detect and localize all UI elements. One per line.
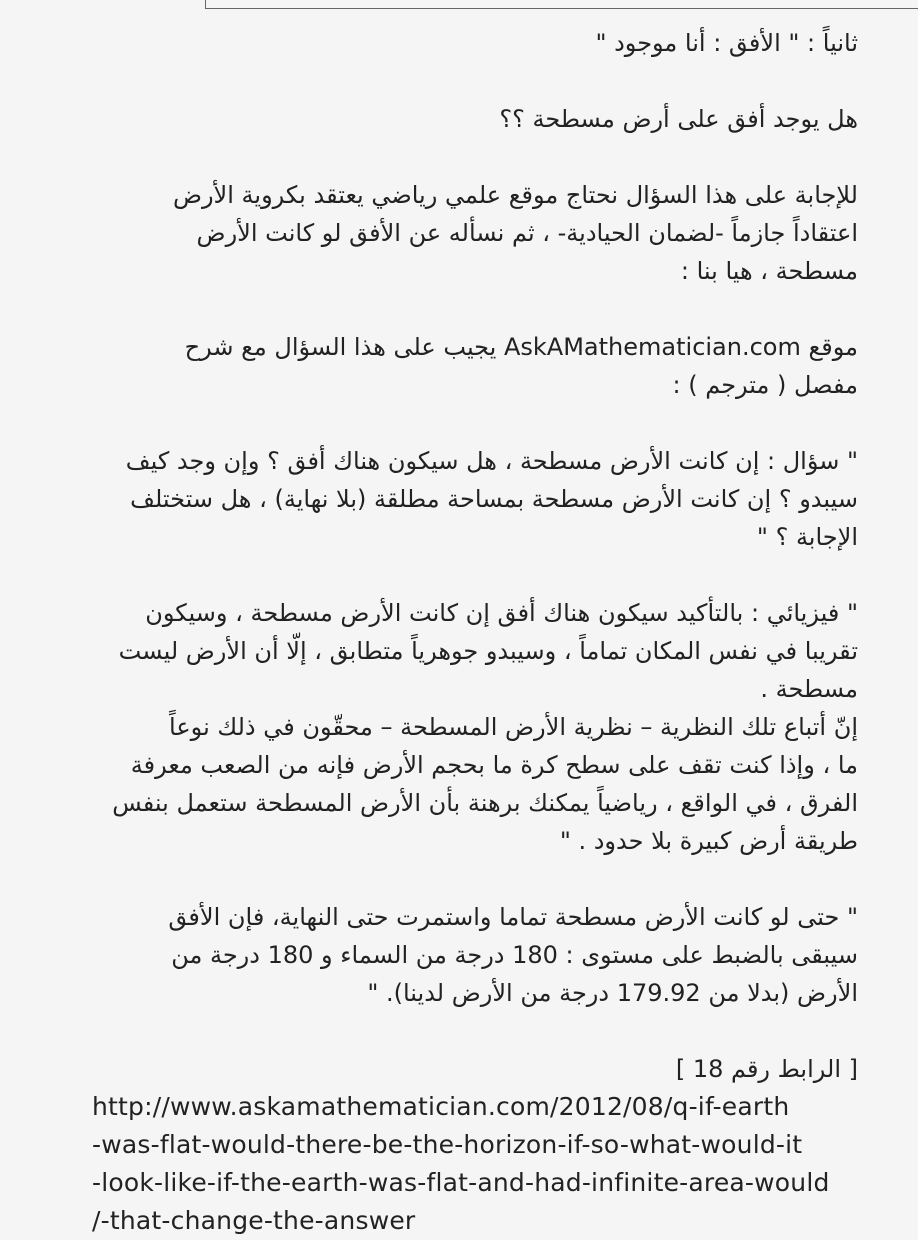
link-label: [ الرابط رقم 18 ] bbox=[675, 1055, 858, 1083]
site-paragraph bbox=[92, 328, 858, 404]
question-text: هل يوجد أفق على أرض مسطحة ؟؟ bbox=[499, 105, 858, 133]
link-section bbox=[92, 1050, 858, 1240]
final-paragraph bbox=[92, 898, 858, 1012]
heading-text: ثانياً : " الأفق : أنا موجود " bbox=[595, 29, 858, 57]
site-suffix: يجيب على هذا السؤال مع شرح bbox=[184, 333, 504, 361]
site-line: مفصل ( مترجم ) : bbox=[672, 371, 858, 399]
link-url[interactable]: -look-like-if-the-earth-was-flat-and-had-infinite-area-would bbox=[92, 1168, 830, 1197]
intro-line: اعتقاداً جازماً -لضمان الحيادية- ، ثم نسأله عن الأفق لو كانت الأرض bbox=[196, 219, 858, 247]
intro-line: مسطحة ، هيا بنا : bbox=[680, 257, 858, 285]
intro-paragraph bbox=[92, 176, 858, 290]
answer-line: تقريبا في نفس المكان تماماً ، وسيبدو جوهرياً متطابق ، إلّا أن الأرض ليست bbox=[118, 637, 858, 665]
link-url[interactable]: -was-flat-would-there-be-the-horizon-if-so-what-would-it bbox=[92, 1130, 803, 1159]
answer-paragraph bbox=[92, 594, 858, 708]
question-quote-line: " سؤال : إن كانت الأرض مسطحة ، هل سيكون هناك أفق ؟ وإن وجد كيف bbox=[125, 447, 858, 475]
top-frame-border bbox=[205, 0, 918, 9]
section-heading bbox=[92, 24, 858, 62]
final-line: سيبقى بالضبط على مستوى : 180 درجة من السماء و 180 درجة من bbox=[171, 941, 858, 969]
answer-line: ما ، وإذا كنت تقف على سطح كرة ما بحجم الأرض فإنه من الصعب معرفة bbox=[130, 751, 858, 779]
link-url[interactable]: http://www.askamathematician.com/2012/08/q-if-earth bbox=[92, 1092, 790, 1121]
site-name: AskAMathematician.com bbox=[503, 333, 801, 361]
final-line: الأرض (بدلا من 179.92 درجة من الأرض لدينا). " bbox=[367, 979, 858, 1007]
answer-line: إنّ أتباع تلك النظرية – نظرية الأرض المسطحة – محقّون في ذلك نوعاً bbox=[169, 713, 858, 741]
answer-line: الفرق ، في الواقع ، رياضياً يمكنك برهنة بأن الأرض المسطحة ستعمل بنفس bbox=[112, 789, 858, 817]
intro-line: للإجابة على هذا السؤال نحتاج موقع علمي رياضي يعتقد بكروية الأرض bbox=[172, 181, 858, 209]
question-quote-line: سيبدو ؟ إن كانت الأرض مسطحة بمساحة مطلقة (بلا نهاية) ، هل ستختلف bbox=[130, 485, 858, 513]
link-url[interactable]: /-that-change-the-answer bbox=[92, 1206, 416, 1235]
question-quote-line: الإجابة ؟ " bbox=[756, 523, 858, 551]
answer-continuation-paragraph bbox=[92, 708, 858, 860]
question-heading bbox=[92, 100, 858, 138]
final-line: " حتى لو كانت الأرض مسطحة تماما واستمرت حتى النهاية، فإن الأفق bbox=[168, 903, 858, 931]
answer-line: طريقة أرض كبيرة بلا حدود . " bbox=[559, 827, 858, 855]
answer-line: " فيزيائي : بالتأكيد سيكون هناك أفق إن كانت الأرض مسطحة ، وسيكون bbox=[145, 599, 858, 627]
answer-line: مسطحة . bbox=[760, 675, 858, 703]
article-body bbox=[92, 24, 858, 1240]
site-line bbox=[92, 328, 858, 366]
question-quote-paragraph bbox=[92, 442, 858, 556]
site-prefix: موقع bbox=[800, 333, 858, 361]
